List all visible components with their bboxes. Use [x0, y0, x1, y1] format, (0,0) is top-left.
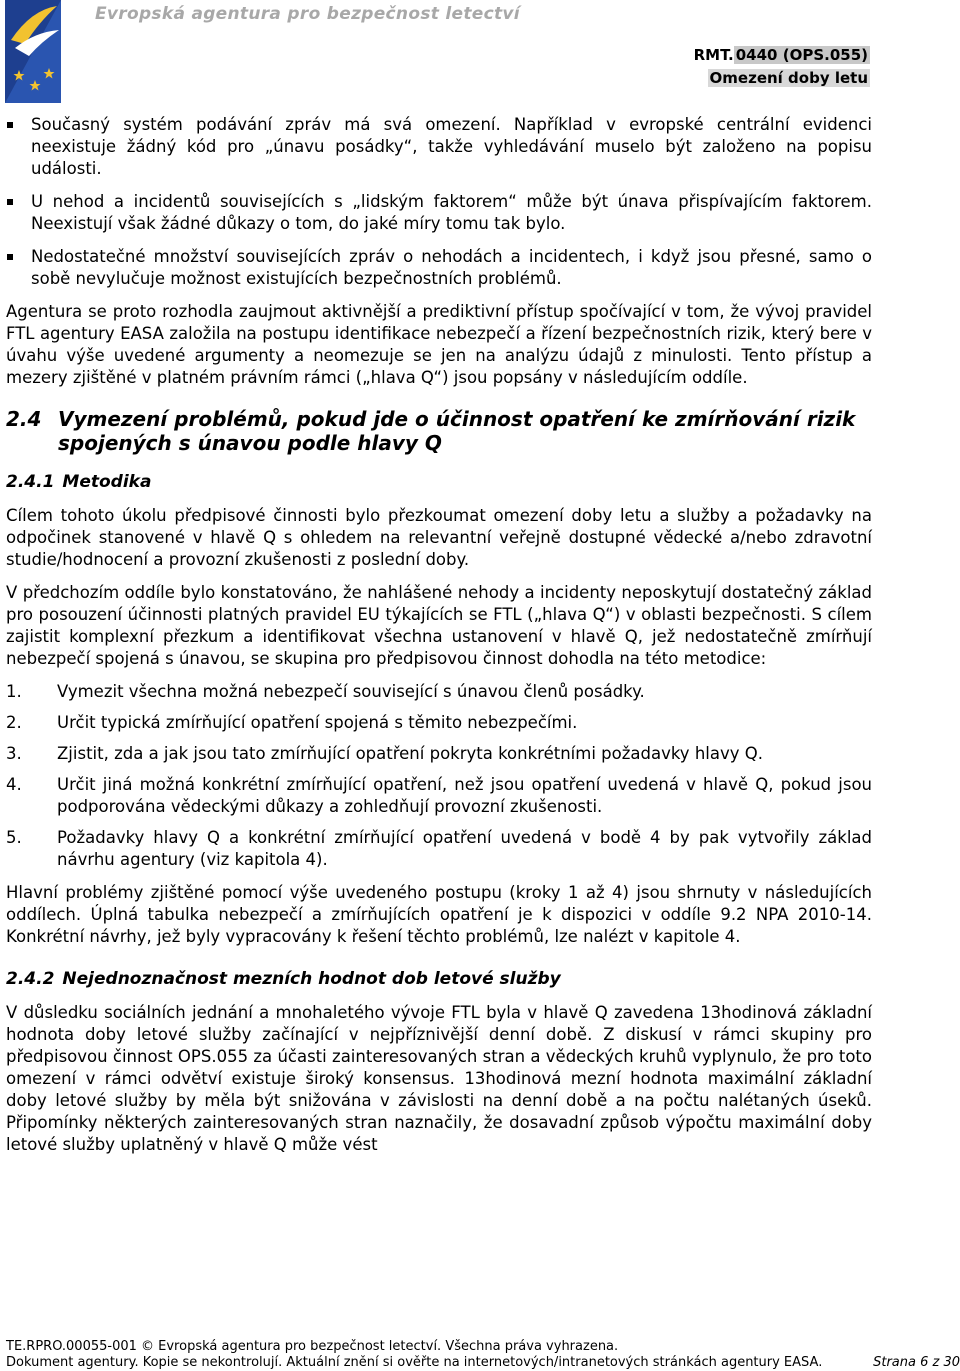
page-header	[0, 0, 960, 104]
flight-duty-paragraph: V důsledku sociálních jednání a mnohaletého vývoje FTL byla v hlavě Q zavedena 13hodinová základní hodnota doby letové služby začínající v nejpříznivější denní době. Z diskusí v rámci skupiny pro předpisovou činnost OPS.055 za účasti zainteresovaných stran a vědeckých kruhů vyplynulo, že pro toto omezení v rámci odvětví existuje široký konsensus. 13hodinová mezní hodnota maximální základní doby letové služby by měla být snižována v závislosti na denní době a na počtu nalétaných úseků. Připomínky některých zainteresovaných stran naznačily, že dosavadní způsob výpočtu maximální doby letové služby uplatněný v hlavě Q může vést	[6, 1003, 872, 1154]
copyright-line: TE.RPRO.00055-001 © Evropská agentura pro bezpečnost letectví. Všechna práva vyhrazena.	[6, 1339, 619, 1354]
list-item	[6, 712, 872, 734]
step-text: Určit jiná možná konkrétní zmírňující opatření, než jsou opatření uvedená v hlavě Q, pokud jsou podporována vědeckými důkazy a zohledňují provozní zkušenosti.	[57, 775, 872, 816]
agency-approach-paragraph: Agentura se proto rozhodla zaujmout aktivnější a prediktivní přístup spočívající v tom, že vývoj pravidel FTL agentury EASA založila na postupu identifikace nebezpečí a řízení bezpečnostních rizik, který bere v úvahu výše uvedené argumenty a neomezuje se jen na analýzu údajů z minulosti. Tento přístup a mezery zjištěné v platném právním rámci („hlava Q“) jsou popsány v následujícím oddíle.	[6, 302, 872, 387]
page-number: Strana 6 z 30	[873, 1355, 960, 1370]
step-number: 4.	[6, 775, 22, 794]
section-title: Nejednoznačnost mezních hodnot dob letové služby	[62, 969, 561, 989]
step-number: 1.	[6, 682, 22, 701]
agency-name: Evropská agentura pro bezpečnost letectví	[95, 4, 520, 24]
step-text: Zjistit, zda a jak jsou tato zmírňující opatření pokryta konkrétními požadavky hlavy Q.	[57, 744, 763, 763]
section-2-4-2-heading	[6, 968, 872, 990]
bullet-item	[6, 191, 872, 235]
step-number: 2.	[6, 713, 22, 732]
bullet-item	[6, 114, 872, 180]
reference-prefix: RMT.	[693, 46, 734, 64]
reference-code: 0440 (OPS.055)	[735, 46, 868, 64]
easa-logo	[5, 0, 61, 103]
methodology-paragraph-2: V předchozím oddíle bylo konstatováno, že nahlášené nehody a incidenty neposkytují dostatečný základ pro posouzení účinnosti platných pravidel EU týkajících se FTL („hlava Q“) v oblasti bezpečnosti. S cílem zajistit komplexní přezkum a identifikovat všechna ustanovení v hlavě Q, jež nedostatečně zmírňují nebezpečí spojená s únavou, se skupina pro předpisovou činnost dohodla na této metodice:	[6, 583, 872, 668]
step-number: 3.	[6, 744, 22, 763]
bullet-square-icon	[7, 122, 13, 128]
bullet-square-icon	[7, 199, 13, 205]
section-number: 2.4	[6, 407, 42, 431]
section-2-4-heading	[6, 407, 872, 455]
list-item	[6, 681, 872, 703]
methodology-paragraph-3: Hlavní problémy zjištěné pomocí výše uvedeného postupu (kroky 1 až 4) jsou shrnuty v následujících oddílech. Úplná tabulka nebezpečí a zmírňujících opatření je k dispozici v oddíle 9.2 NPA 2010-14. Konkrétní návrhy, jež byly vypracovány k řešení těchto problémů, lze nalézt v kapitole 4.	[6, 883, 872, 946]
section-title: Vymezení problémů, pokud jde o účinnost opatření ke zmírňování rizik spojených s únavou podle hlavy Q	[58, 407, 856, 455]
section-title: Metodika	[62, 472, 152, 492]
bullet-text: Nedostatečné množství souvisejících zpráv o nehodách a incidentech, i když jsou přesné, samo o sobě nevylučuje možnost existujících bezpečnostních problémů.	[31, 247, 872, 288]
list-item	[6, 774, 872, 818]
document-body	[6, 114, 872, 1167]
methodology-paragraph-1: Cílem tohoto úkolu předpisové činnosti bylo přezkoumat omezení doby letu a služby a požadavky na odpočinek stanovené v hlavě Q s ohledem na relevantní veřejně dostupné vědecké a/nebo zdravotní studie/hodnocení a provozní zkušenosti z poslední doby.	[6, 506, 872, 569]
section-number: 2.4.2	[6, 969, 55, 989]
document-subtitle: Omezení doby letu	[709, 69, 868, 87]
step-text: Vymezit všechna možná nebezpečí související s únavou členů posádky.	[57, 682, 645, 701]
list-item	[6, 743, 872, 765]
document-reference	[694, 46, 870, 64]
section-2-4-1-heading	[6, 471, 872, 493]
list-item	[6, 827, 872, 871]
bullet-text: U nehod a incidentů souvisejících s „lidským faktorem“ může být únava přispívajícím faktorem. Neexistují však žádné důkazy o tom, do jaké míry tomu tak bylo.	[31, 192, 872, 233]
footer-line-2	[6, 1355, 960, 1371]
page-footer	[6, 1339, 960, 1371]
bullet-list	[6, 114, 872, 290]
bullet-square-icon	[7, 254, 13, 260]
step-text: Určit typická zmírňující opatření spojená s těmito nebezpečími.	[57, 713, 578, 732]
section-number: 2.4.1	[6, 472, 55, 492]
bullet-item	[6, 246, 872, 290]
step-number: 5.	[6, 828, 22, 847]
step-text: Požadavky hlavy Q a konkrétní zmírňující opatření uvedená v bodě 4 by pak vytvořily základ návrhu agentury (viz kapitola 4).	[57, 828, 872, 869]
bullet-text: Současný systém podávání zpráv má svá omezení. Například v evropské centrální evidenci neexistuje žádný kód pro „únavu posádky“, takže vyhledávání muselo být založeno na popisu události.	[31, 115, 872, 178]
document-notice: Dokument agentury. Kopie se nekontrolují. Aktuální znění si ověřte na internetových/intranetových stránkách agentury EASA.	[6, 1355, 823, 1370]
methodology-steps	[6, 681, 872, 871]
